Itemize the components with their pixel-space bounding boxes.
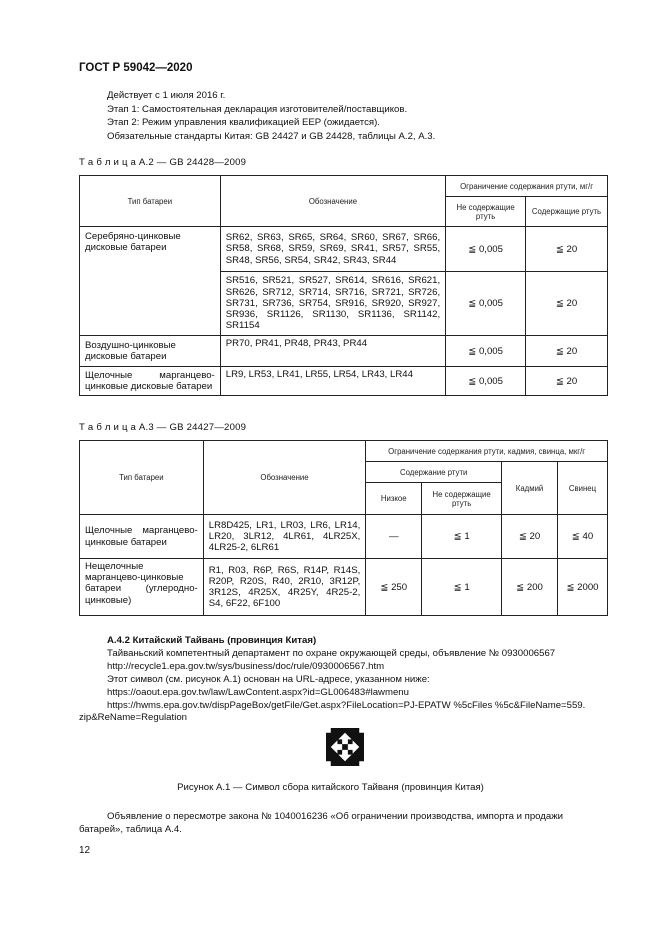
intro-line: Этап 2: Режим управления квалификацией EEP (ожидается). [107,117,380,129]
section-a42 [79,635,602,725]
cell-cadmium: ≦ 200 [502,559,558,616]
intro-line: Этап 1: Самостоятельная декларация изготовителей/поставщиков. [107,103,408,115]
intro-line: Действует с 1 июля 2016 г. [107,90,226,101]
cell-lead: ≦ 40 [558,515,608,559]
page-number: 12 [79,845,91,856]
cell-type: Серебряно-цинковые дисковые батареи [80,227,221,336]
section-link[interactable]: https://hwms.epa.gov.tw/dispPageBox/getFile/Get.aspx?FileLocation=PJ-EPATW %5cFiles %5c&FileName=559. [107,699,586,711]
cell-type: Щелочные марганцево-цинковые батареи [80,515,204,559]
cell-no-mercury: ≦ 0,005 [446,367,526,396]
cell-contains-mercury: ≦ 20 [526,272,608,336]
table-row [80,559,608,616]
cell-contains-mercury: ≦ 20 [526,367,608,396]
header-low: Низкое [366,483,422,515]
closing-text: Объявление о пересмотре закона № 1040016236 «Об ограничении производства, импорта и продажи батарей», таблица А.4. [79,811,564,835]
cell-type: Воздушно-цинковые дисковые батареи [80,336,221,367]
cell-designation: SR62, SR63, SR65, SR64, SR60, SR67, SR66, SR58, SR68, SR59, SR69, SR41, SR57, SR55, SR48, SR56, SR54, SR42, SR43, SR44 [220,227,445,272]
intro-line: Обязательные стандарты Китая: GB 24427 и GB 24428, таблицы А.2, А.3. [107,130,436,142]
section-link[interactable]: http://recycle1.epa.gov.tw/sys/business/doc/rule/0930006567.htm [107,660,385,672]
table-a2 [79,175,608,396]
cell-cadmium: ≦ 20 [502,515,558,559]
table-row [80,227,608,272]
section-link[interactable]: https://oaout.epa.gov.tw/law/LawContent.aspx?id=GL006483#lawmenu [107,686,409,698]
header-limit: Ограничение содержания ртути, мг/г [446,176,608,197]
header-type: Тип батареи [80,176,221,227]
table-a2-caption: Т а б л и ц а А.2 — GB 24428—2009 [79,157,247,168]
cell-no-mercury: ≦ 0,005 [446,336,526,367]
header-cadmium: Кадмий [502,462,558,515]
header-designation: Обозначение [203,441,366,515]
cell-lead: ≦ 2000 [558,559,608,616]
table-a3 [79,440,608,616]
cell-designation: SR516, SR521, SR527, SR614, SR616, SR621, SR626, SR712, SR714, SR716, SR721, SR726, SR731, SR736, SR754, SR916, SR920, SR927, SR936, SR1126, SR1130, SR1136, SR1142, SR1154 [220,272,445,336]
section-line: Этот символ (см. рисунок А.1) основан на URL-адресе, указанном ниже: [107,673,430,685]
header-no-mercury: Не содержащие ртуть [422,483,502,515]
cell-contains-mercury: ≦ 20 [526,336,608,367]
table-row [80,336,608,367]
section-title: А.4.2 Китайский Тайвань (провинция Китая) [107,635,317,646]
header-no-mercury: Не содержащие ртуть [446,197,526,227]
cell-low: ≦ 250 [366,559,422,616]
cell-no-mercury: ≦ 1 [422,515,502,559]
section-link-continued[interactable]: zip&ReName=Regulation [79,712,187,724]
cell-designation: PR70, PR41, PR48, PR43, PR44 [220,336,445,367]
table-a3-caption: Т а б л и ц а А.3 — GB 24427—2009 [79,422,247,433]
header-type: Тип батареи [80,441,204,515]
header-limit: Ограничение содержания ртути, кадмия, свинца, мкг/г [366,441,608,462]
header-mercury: Содержание ртути [366,462,502,483]
cell-contains-mercury: ≦ 20 [526,227,608,272]
closing-paragraph [79,810,602,836]
cell-designation: R1, R03, R6P, R6S, R14P, R14S, R20P, R20S, R40, 2R10, 3R12P, 3R12S, 4R25X, 4R25Y, 4R25-2, S4, 6F22, 6F100 [203,559,366,616]
cell-no-mercury: ≦ 0,005 [446,227,526,272]
intro-block [107,89,435,143]
cell-designation: LR9, LR53, LR41, LR55, LR54, LR43, LR44 [220,367,445,396]
page-header: ГОСТ Р 59042—2020 [79,62,193,74]
cell-type: Щелочные марганцево-цинковые дисковые батареи [80,367,221,396]
cell-no-mercury: ≦ 1 [422,559,502,616]
header-designation: Обозначение [220,176,445,227]
cell-low: — [366,515,422,559]
cell-designation: LR8D425, LR1, LR03, LR6, LR14, LR20, 3LR12, 4LR61, 4LR25X, 4LR25-2, 6LR61 [203,515,366,559]
cell-type: Нещелочные марганцево-цинковые батареи (углеродно-цинковые) [80,559,204,616]
header-contains-mercury: Содержащие ртуть [526,197,608,227]
table-row [80,367,608,396]
cell-no-mercury: ≦ 0,005 [446,272,526,336]
table-row [80,515,608,559]
section-line: Тайваньский компетентный департамент по охране окружающей среды, объявление № 0930006567 [107,647,556,659]
header-lead: Свинец [558,462,608,515]
figure-caption: Рисунок А.1 — Символ сбора китайского Тайваня (провинция Китая) [177,782,484,793]
taiwan-recycling-symbol-icon [326,728,364,766]
